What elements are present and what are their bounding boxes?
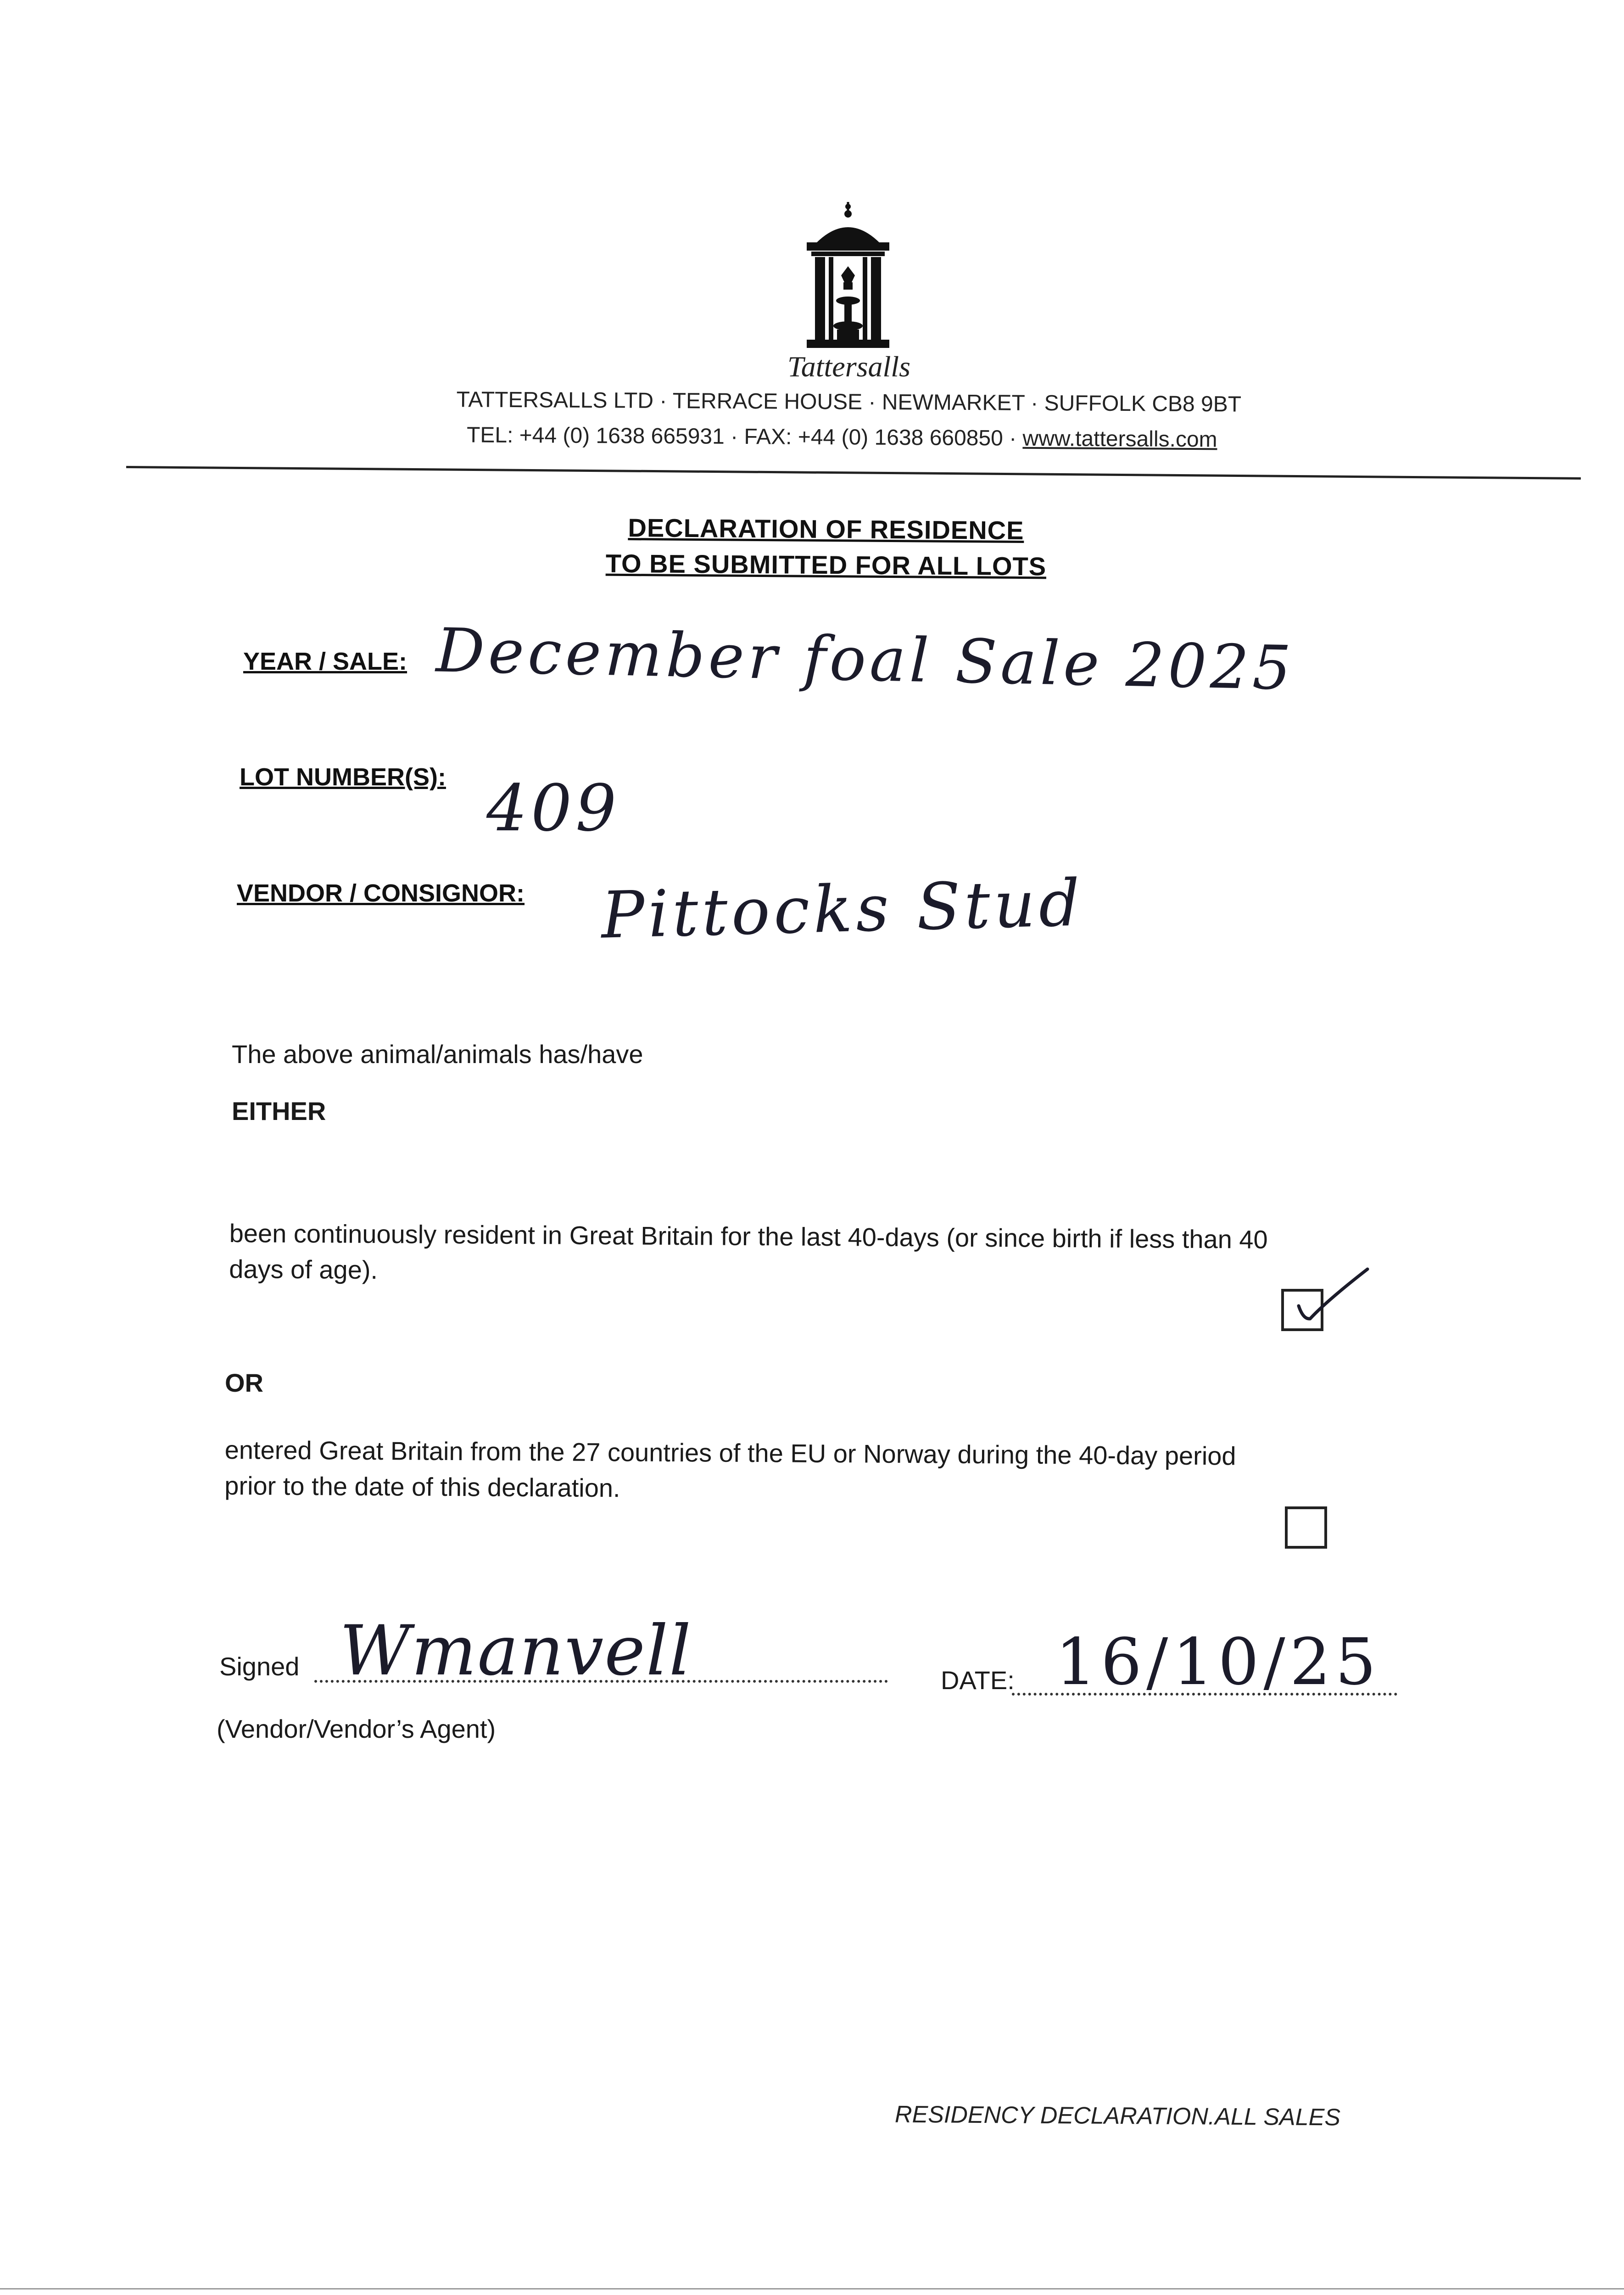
- signed-label: Signed: [219, 1652, 300, 1681]
- lot-number-value[interactable]: 409: [486, 771, 620, 846]
- website-link[interactable]: www.tattersalls.com: [1022, 426, 1217, 452]
- option2-text: [224, 1432, 1464, 1511]
- date-label: DATE:: [941, 1666, 1015, 1695]
- brand-name: Tattersalls: [787, 350, 910, 383]
- year-sale-label: YEAR / SALE:: [243, 648, 407, 675]
- lot-number-label: LOT NUMBER(S):: [240, 763, 446, 791]
- tattersalls-logo-icon: [798, 202, 899, 353]
- company-address: TATTERSALLS LTD · TERRACE HOUSE · NEWMARKET · SUFFOLK CB8 9BT: [456, 387, 1242, 417]
- form-footer: RESIDENCY DECLARATION.ALL SALES: [894, 2101, 1341, 2131]
- year-sale-value[interactable]: December foal Sale 2025: [435, 615, 1295, 704]
- option2-checkbox[interactable]: [1285, 1506, 1327, 1549]
- signature-value[interactable]: Wmanvell: [340, 1611, 692, 1691]
- option2-line2: prior to the date of this declaration.: [224, 1471, 620, 1503]
- scan-edge: [0, 2288, 1624, 2289]
- form-subtitle: TO BE SUBMITTED FOR ALL LOTS: [605, 549, 1047, 581]
- or-label: OR: [225, 1368, 263, 1397]
- option1-text: [229, 1215, 1445, 1294]
- header-divider: [126, 466, 1581, 480]
- checkmark-icon: [1285, 1265, 1377, 1333]
- company-contact: [441, 422, 1244, 453]
- vendor-value[interactable]: Pittocks Stud: [600, 866, 1085, 953]
- date-value[interactable]: 16/10/25: [1055, 1625, 1381, 1700]
- option1-line2: days of age).: [229, 1254, 378, 1284]
- statement-intro: The above animal/animals has/have: [232, 1040, 643, 1069]
- signer-role: (Vendor/Vendor’s Agent): [217, 1714, 496, 1743]
- either-label: EITHER: [232, 1097, 326, 1125]
- contact-numbers: TEL: +44 (0) 1638 665931 · FAX: +44 (0) 1638 660850 ·: [466, 423, 1023, 451]
- option1-line1: been continuously resident in Great Britain for the last 40-days (or since birth if less than 40: [229, 1218, 1268, 1254]
- vendor-label: VENDOR / CONSIGNOR:: [237, 879, 525, 907]
- option2-line1: entered Great Britain from the 27 countries of the EU or Norway during the 40-day period: [224, 1435, 1236, 1471]
- form-title: DECLARATION OF RESIDENCE: [628, 513, 1024, 545]
